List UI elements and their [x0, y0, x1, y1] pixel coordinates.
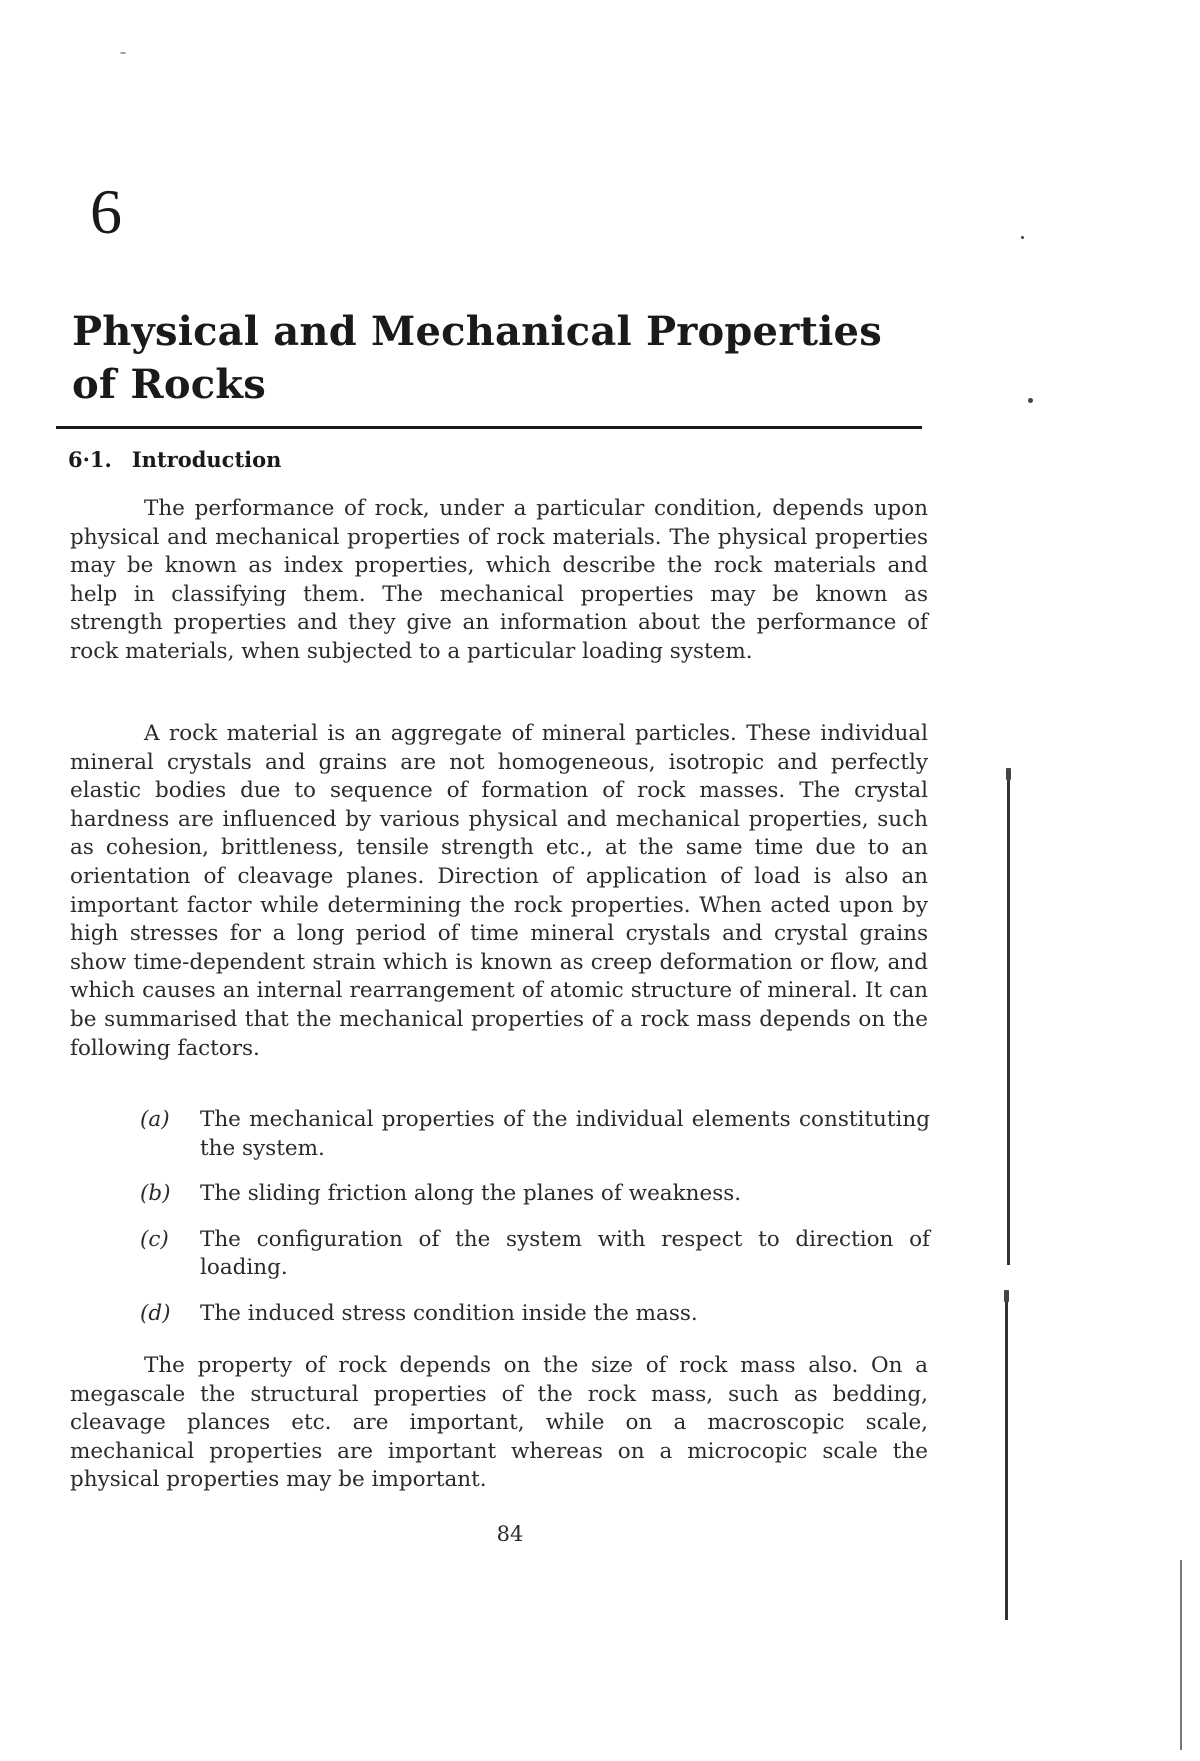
chapter-title-line-1: Physical and Mechanical Properties	[72, 308, 882, 355]
list-item	[140, 1180, 930, 1209]
list-marker: (b)	[140, 1181, 171, 1207]
page-number: 84	[496, 1522, 524, 1546]
list-item-text: The induced stress condition inside the mass.	[200, 1300, 698, 1326]
scan-speck	[120, 52, 126, 54]
scan-margin-line	[1007, 775, 1010, 1265]
section-number: 6·1.	[68, 447, 112, 472]
list-item	[140, 1300, 930, 1329]
chapter-number: 6	[90, 176, 122, 247]
factors-list	[140, 1106, 930, 1346]
paragraph-scale: The property of rock depends on the size of rock mass also. On a megascale the structural properties of the rock mass, such as bedding, cleavage plances etc. are important, while on a macroscopic scale, mechanical properties are important whereas on a microcopic scale the physical properties may be important.	[70, 1353, 928, 1493]
scan-margin-line	[1180, 1560, 1182, 1750]
list-item-text: The configuration of the system with respect to direction of loading.	[200, 1226, 930, 1281]
list-item-text: The mechanical properties of the individual elements constituting the system.	[200, 1107, 930, 1161]
paragraph-intro: The performance of rock, under a particular condition, depends upon physical and mechanical properties of rock materials. The physical properties may be known as index properties, which describe the rock materials and help in classifying them. The mechanical properties may be known as strength properties and they give an information about the performance of rock materials, when subjected to a particular loading system.	[70, 496, 928, 664]
list-marker: (d)	[140, 1300, 171, 1326]
title-divider	[56, 426, 922, 429]
scan-margin-line	[1005, 1290, 1008, 1620]
list-item	[140, 1106, 930, 1163]
section-heading	[68, 447, 281, 472]
scan-speck	[1006, 768, 1011, 780]
chapter-title-line-2: of Rocks	[72, 361, 266, 408]
scan-speck	[1028, 398, 1033, 403]
paragraph-rock-material: A rock material is an aggregate of mineral particles. These individual mineral crystals and grains are not homogeneous, isotropic and perfectly elastic bodies due to sequence of formation of rock masses. The crystal hardness are influenced by various physical and mechanical properties, such as cohesion, brittleness, tensile strength etc., at the same time due to an orientation of cleavage planes. Direction of application of load is also an important factor while determining the rock properties. When acted upon by high stresses for a long period of time mineral crystals and crystal grains show time-dependent strain which is known as creep deformation or flow, and which causes an internal rearrangement of atomic structure of mineral. It can be summarised that the mechanical properties of a rock mass depends on the following factors.	[70, 721, 928, 1061]
scan-speck	[1004, 1290, 1009, 1302]
section-title: Introduction	[131, 447, 282, 472]
list-marker: (c)	[140, 1226, 169, 1252]
scan-speck	[1021, 236, 1024, 239]
list-item	[140, 1226, 930, 1283]
chapter-title	[72, 305, 892, 411]
list-marker: (a)	[140, 1107, 170, 1132]
list-item-text: The sliding friction along the planes of weakness.	[200, 1181, 742, 1207]
